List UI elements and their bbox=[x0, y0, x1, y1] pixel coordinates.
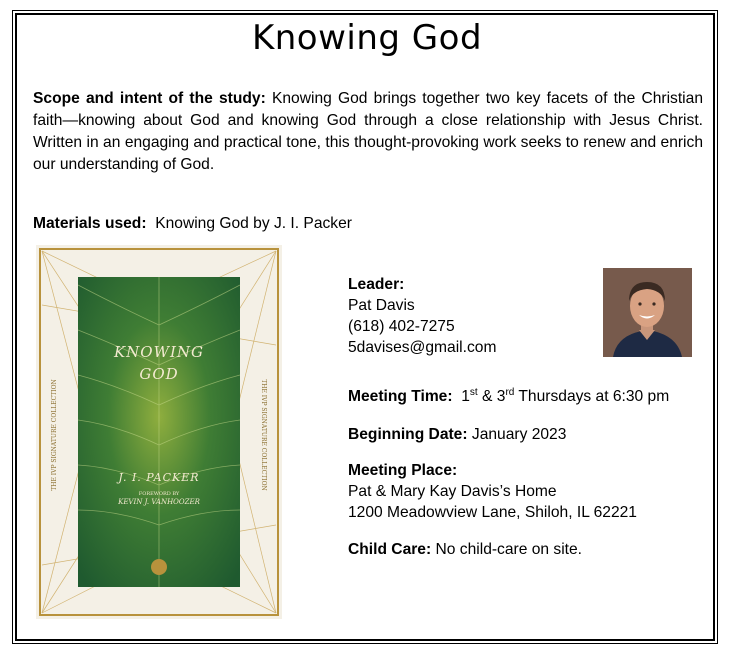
meeting-time-label: Meeting Time: bbox=[348, 388, 453, 405]
leader-label: Leader: bbox=[348, 276, 405, 293]
leader-phone: (618) 402-7275 bbox=[348, 318, 455, 335]
leader-email: 5davises@gmail.com bbox=[348, 339, 497, 356]
cover-title-line2: GOD bbox=[139, 365, 179, 383]
page-title: Knowing God bbox=[251, 18, 483, 58]
beginning-date-label: Beginning Date: bbox=[348, 426, 468, 443]
child-care-value: No child-care on site. bbox=[435, 541, 583, 558]
meeting-time-line bbox=[348, 386, 669, 407]
meeting-time-amp: & 3 bbox=[477, 388, 506, 405]
leader-block bbox=[348, 274, 496, 358]
beginning-date-line bbox=[348, 424, 566, 445]
meeting-place-block bbox=[348, 460, 637, 523]
book-cover-image bbox=[36, 245, 282, 619]
child-care-label: Child Care: bbox=[348, 541, 432, 558]
meeting-time-rest: Thursdays at 6:30 pm bbox=[514, 388, 670, 405]
meeting-place-label: Meeting Place: bbox=[348, 462, 458, 479]
cover-emblem bbox=[151, 559, 167, 575]
meeting-time-first: 1 bbox=[461, 388, 470, 405]
cover-foreword-label: FOREWORD BY bbox=[138, 491, 180, 497]
meeting-place-line1: Pat & Mary Kay Davis’s Home bbox=[348, 483, 557, 500]
leader-name: Pat Davis bbox=[348, 297, 415, 314]
cover-author: J. I. PACKER bbox=[118, 471, 200, 484]
meeting-time-third-sup: rd bbox=[505, 386, 515, 398]
cover-title-line1: KNOWING bbox=[113, 343, 205, 361]
materials-line bbox=[33, 215, 352, 233]
cover-series-right: THE IVP SIGNATURE COLLECTION bbox=[260, 379, 267, 491]
meeting-time-first-sup: st bbox=[469, 386, 478, 398]
cover-foreword-name: KEVIN J. VANHOOZER bbox=[118, 498, 200, 506]
leader-photo bbox=[603, 268, 692, 357]
scope-paragraph bbox=[33, 88, 703, 176]
beginning-date-value: January 2023 bbox=[471, 426, 567, 443]
scope-label: Scope and intent of the study: bbox=[33, 90, 266, 107]
scope-text: Knowing God brings together two key facets of the Christian faith—knowing about God and knowing God through a close relationship with Jesus Christ. Written in an engaging and practical tone, this thought-provoking work seeks to renew and enrich our understanding of God. bbox=[33, 90, 703, 173]
child-care-line bbox=[348, 539, 582, 560]
meeting-place-line2: 1200 Meadowview Lane, Shiloh, IL 62221 bbox=[348, 504, 637, 521]
materials-text: Knowing God by J. I. Packer bbox=[155, 215, 352, 232]
cover-series-left: THE IVP SIGNATURE COLLECTION bbox=[51, 379, 58, 491]
materials-label: Materials used: bbox=[33, 215, 147, 232]
